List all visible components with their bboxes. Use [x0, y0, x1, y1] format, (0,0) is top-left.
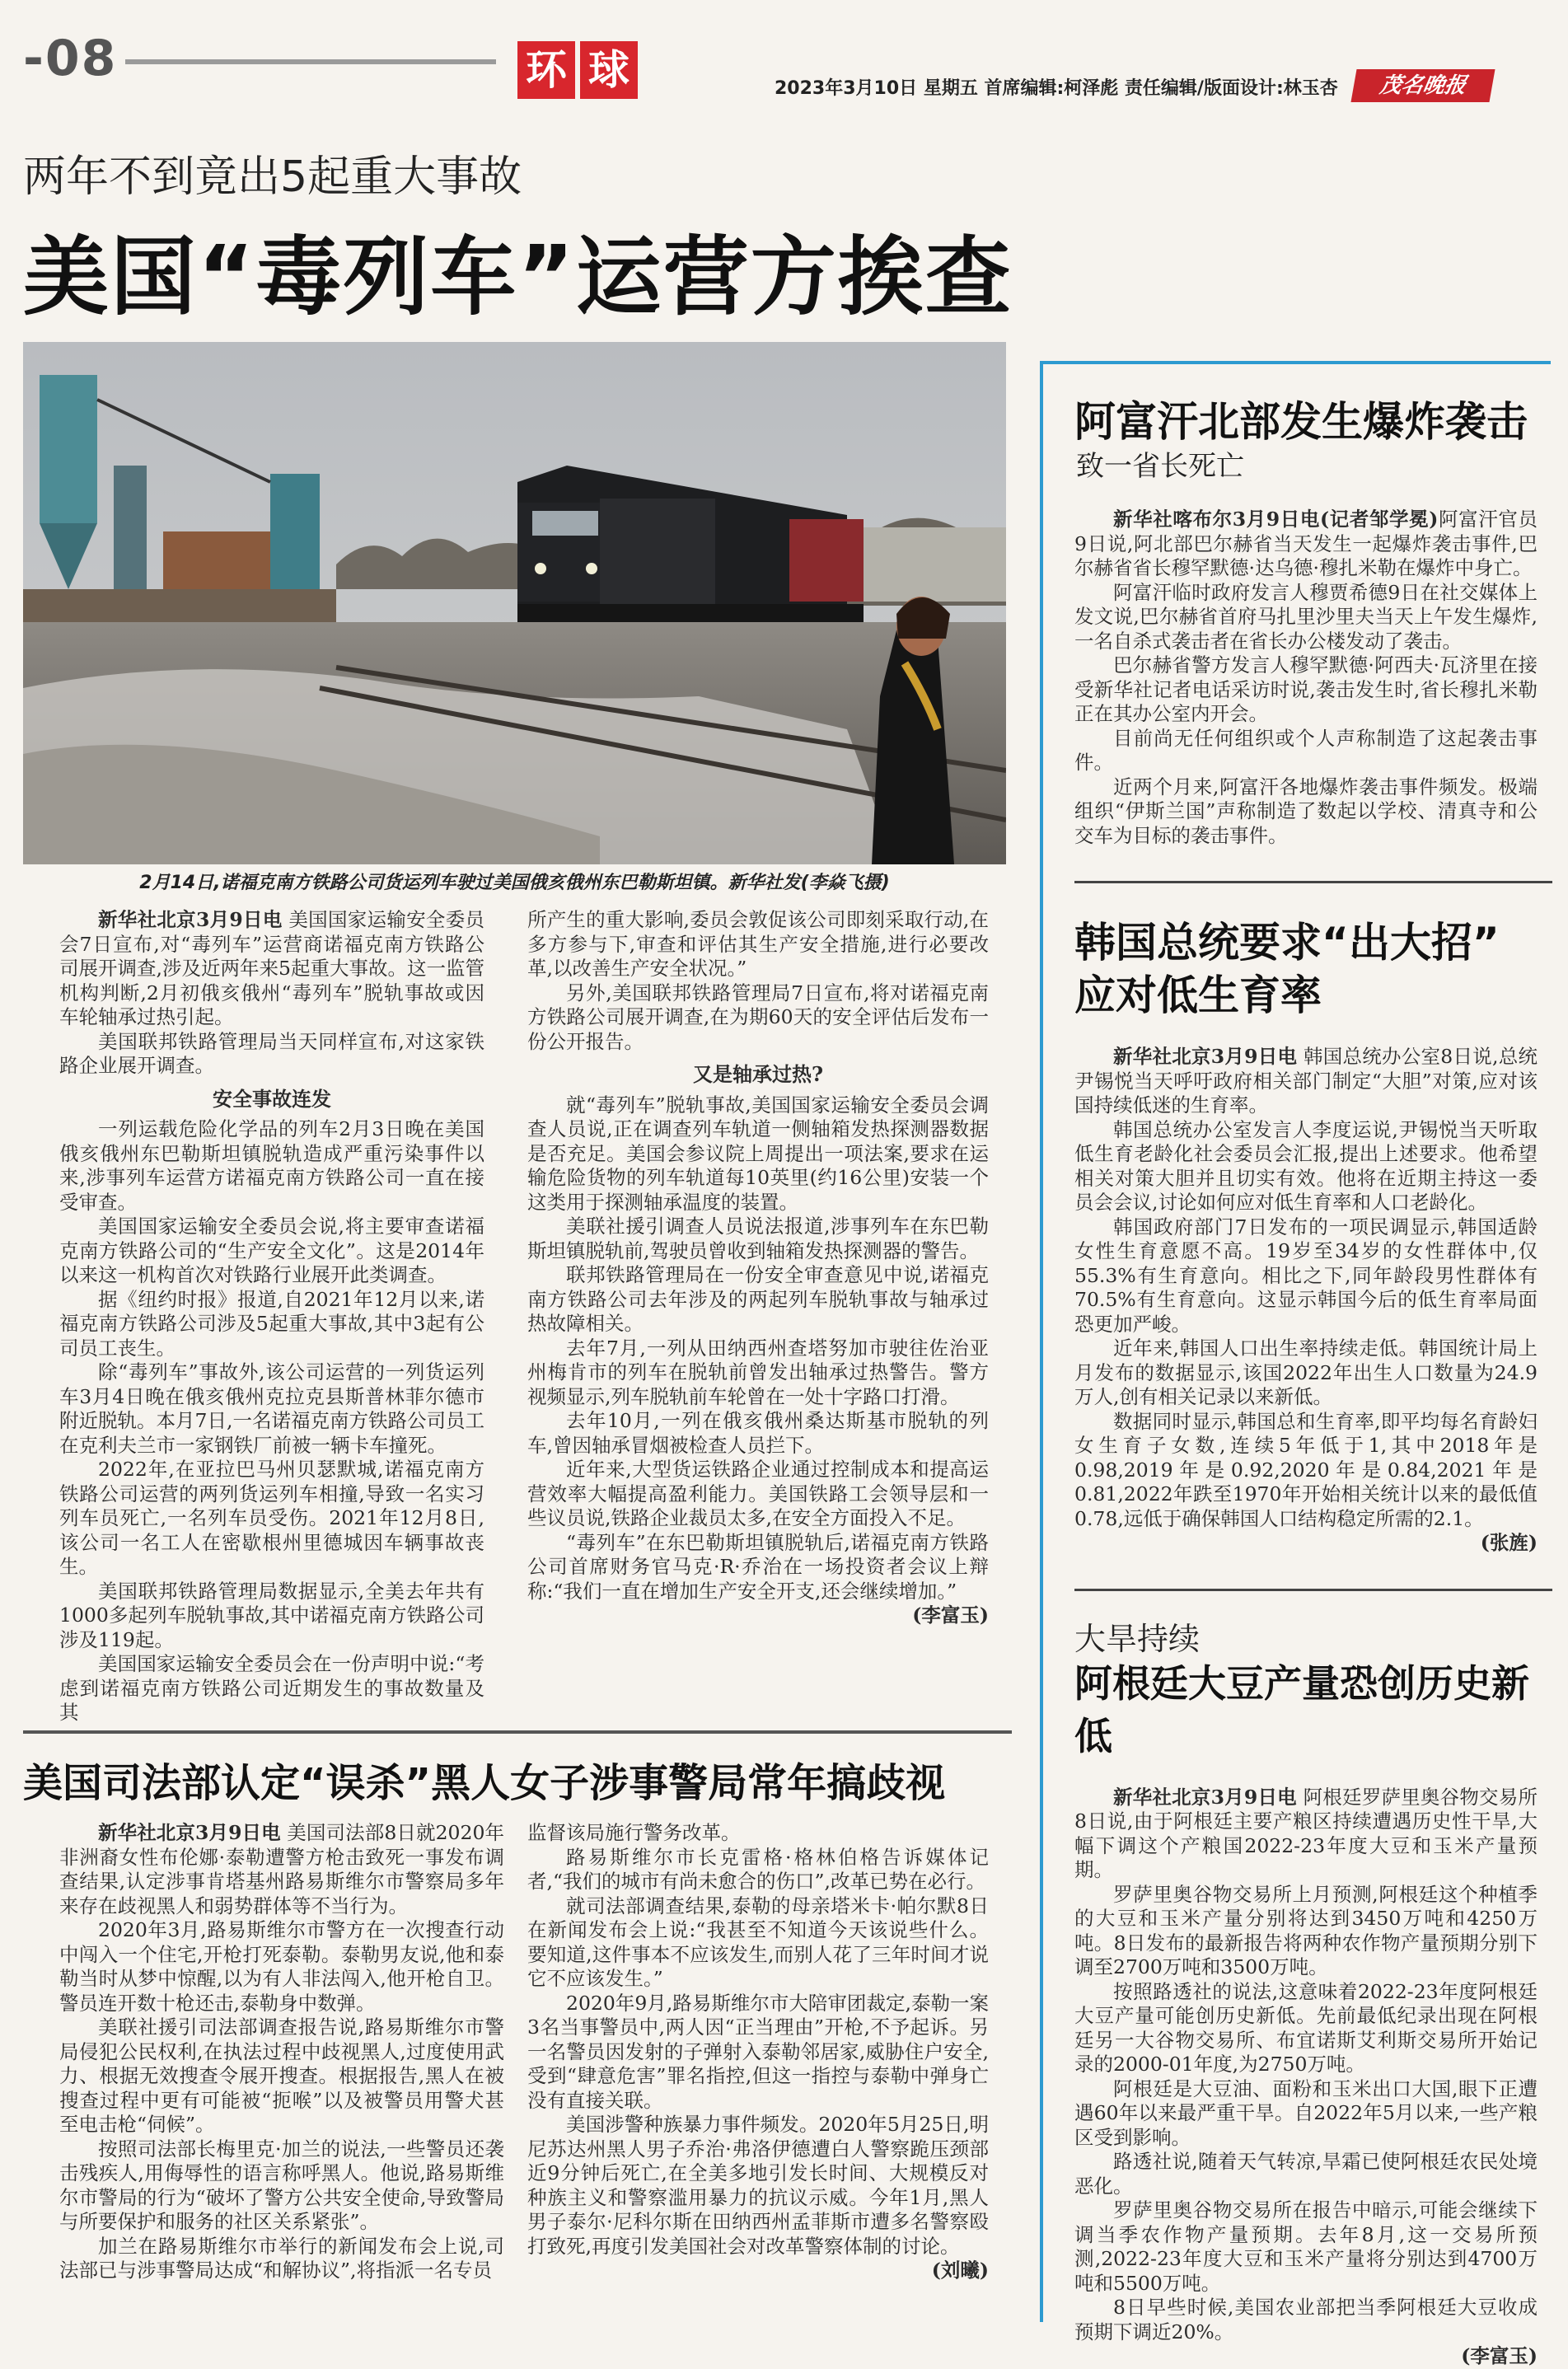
- paragraph: 罗萨里奥谷物交易所在报告中暗示,可能会继续下调当季农作物产量预期。去年8月,这一交易所预测,2022-23年度大豆和玉米产量将分别达到4700万吨和5500万吨。: [1074, 2198, 1538, 2295]
- section-char: 环: [517, 41, 575, 99]
- section-divider: [23, 1730, 1012, 1734]
- article-title: 阿富汗北部发生爆炸袭击: [1074, 398, 1528, 446]
- article-title: 韩国总统要求“出大招”: [1074, 919, 1500, 967]
- byline: (李富玉): [912, 1604, 989, 1627]
- sidebar-article-argentina: [1041, 1591, 1552, 2369]
- paragraph: 加兰在路易斯维尔市举行的新闻发布会上说,司法部已与涉事警局达成“和解协议”,将指派一名专员: [59, 2234, 504, 2282]
- paragraph: 新华社北京3月9日电 韩国总统办公室8日说,总统尹锡悦当天呼吁政府相关部门制定“大胆”对策,应对该国持续低迷的生育率。: [1074, 1045, 1538, 1117]
- paragraph: 近年来,大型货运铁路企业通过控制成本和提高运营效率大幅提高盈利能力。美国铁路工会领导层和一些议员说,铁路企业裁员太多,在安全方面投入不足。: [527, 1458, 989, 1529]
- paragraph: 巴尔赫省警方发言人穆罕默德·阿西夫·瓦济里在接受新华社记者电话采访时说,袭击发生时,省长穆扎米勒正在其办公室内开会。: [1074, 653, 1538, 725]
- article-title-line2: 应对低生育率: [1074, 971, 1322, 1019]
- bottom-headline: 美国司法部认定“误杀”黑人女子涉事警局常年搞歧视: [23, 1760, 946, 1806]
- section-char: 球: [580, 41, 638, 99]
- page-headline: 美国“毒列车”运营方挨查: [23, 227, 1013, 327]
- sidebar-article-korea: [1041, 883, 1552, 1556]
- paragraph: 韩国总统办公室发言人李度运说,尹锡悦当天听取低生育老龄化社会委员会汇报,提出上述要求。他希望相关对策大胆并且切实有效。他将在近期主持这一委员会会议,讨论如何应对低生育率和人口老龄化。: [1074, 1117, 1538, 1214]
- masthead-info: 2023年3月10日 星期五 首席编辑:柯泽彪 责任编辑/版面设计:林玉杏: [775, 78, 1338, 99]
- paragraph: 美国联邦铁路管理局当天同样宣布,对这家铁路企业展开调查。: [59, 1029, 484, 1077]
- paragraph: 美国联邦铁路管理局数据显示,全美去年共有1000多起列车脱轨事故,其中诺福克南方铁路公司涉及119起。: [59, 1579, 484, 1651]
- article-subtitle: 致一省长死亡: [1076, 450, 1244, 483]
- paragraph: 就司法部调查结果,泰勒的母亲塔米卡·帕尔默8日在新闻发布会上说:“我甚至不知道今天该说些什么。要知道,这件事本不应该发生,而别人花了三年时间才说它不应该发生。”: [527, 1894, 989, 1990]
- paragraph: 美联社援引调查人员说法报道,涉事列车在东巴勒斯坦镇脱轨前,驾驶员曾收到轴箱发热探测器的警告。: [527, 1215, 989, 1262]
- paragraph: 新华社北京3月9日电 美国司法部8日就2020年非洲裔女性布伦娜·泰勒遭警方枪击致死一事发布调查结果,认定涉事肯塔基州路易斯维尔市警察局多年来存在歧视黑人和弱势群体等不当行为。: [59, 1821, 504, 1917]
- sidebar-article-afghanistan: [1041, 363, 1552, 848]
- paragraph: 美联社援引司法部调查报告说,路易斯维尔市警局侵犯公民权利,在执法过程中歧视黑人,过度使用武力、根据无效搜查令展开搜查。根据报告,黑人在被搜查过程中更有可能被“扼喉”以及被警员用警犬甚至电击枪“伺候”。: [59, 2016, 504, 2136]
- paragraph: 新华社北京3月9日电 美国国家运输安全委员会7日宣布,对“毒列车”运营商诺福克南方铁路公司展开调查,涉及近两年来5起重大事故。这一监管机构判断,2月初俄亥俄州“毒列车”脱轨事故或因车轮轴承过热引起。: [59, 908, 484, 1028]
- paragraph: 数据同时显示,韩国总和生育率,即平均每名育龄妇女生育子女数,连续5年低于1,其中2018年是0.98,2019年是0.92,2020年是0.84,2021年是0.81,2022年跌至1970年开始相关统计以来的最低值0.78,远低于确保韩国人口结构稳定所需的2.1。: [1074, 1409, 1538, 1530]
- article-body: [1074, 1786, 1538, 2369]
- paragraph: 据《纽约时报》报道,自2021年12月以来,诺福克南方铁路公司涉及5起重大事故,其中3起有公司员工丧生。: [59, 1287, 484, 1360]
- byline: (张旌): [1480, 1531, 1538, 1554]
- article-title: 阿根廷大豆产量恐创历史新低: [1074, 1660, 1529, 1758]
- paragraph: 除“毒列车”事故外,该公司运营的一列货运列车3月4日晚在俄亥俄州克拉克县斯普林菲尔德市附近脱轨。本月7日,一名诺福克南方铁路公司员工在克利夫兰市一家钢铁厂前被一辆卡车撞死。: [59, 1360, 484, 1457]
- paragraph: 按照司法部长梅里克·加兰的说法,一些警员还袭击残疾人,用侮辱性的语言称呼黑人。他说,路易斯维尔市警局的行为“破坏了警方公共安全使命,导致警局与所要保护和服务的社区关系紧张”。: [59, 2137, 504, 2233]
- paragraph: 去年7月,一列从田纳西州查塔努加市驶往佐治亚州梅肯市的列车在脱轨前曾发出轴承过热警告。警方视频显示,列车脱轨前车轮曾在一处十字路口打滑。: [527, 1336, 989, 1408]
- page-number: -08: [23, 30, 118, 87]
- paragraph: 就“毒列车”脱轨事故,美国国家运输安全委员会调查人员说,正在调查列车轨道一侧轴箱发热探测器数据是否充足。美国会参议院上周提出一项法案,要求在运输危险货物的列车轨道每10英里(约16公里)安装一个这类用于探测轴承温度的装置。: [527, 1093, 989, 1214]
- paragraph: 近年来,韩国人口出生率持续走低。韩国统计局上月发布的数据显示,该国2022年出生人口数量为24.9万人,创有相关记录以来新低。: [1074, 1337, 1538, 1408]
- paragraph: 新华社北京3月9日电 阿根廷罗萨里奥谷物交易所8日说,由于阿根廷主要产粮区持续遭遇历史性干旱,大幅下调这个产粮国2022-23年度大豆和玉米产量预期。: [1074, 1785, 1538, 1881]
- paragraph: 联邦铁路管理局在一份安全审查意见中说,诺福克南方铁路公司去年涉及的两起列车脱轨事故与轴承过热故障相关。: [527, 1263, 989, 1335]
- paragraph: 去年10月,一列在俄亥俄州桑达斯基市脱轨的列车,曾因轴承冒烟被检查人员拦下。: [527, 1409, 989, 1457]
- paragraph: 阿根廷是大豆油、面粉和玉米出口大国,眼下正遭遇60年以来最严重干旱。自2022年5月以来,一些产粮区受到影响。: [1074, 2076, 1538, 2149]
- paragraph: 按照路透社的说法,这意味着2022-23年度阿根廷大豆产量可能创历史新低。先前最低纪录出现在阿根廷另一大谷物交易所、布宜诺斯艾利斯交易所开始记录的2000-01年度,为2750万吨。: [1074, 1979, 1538, 2076]
- byline: (刘曦): [931, 2259, 989, 2282]
- bottom-column-1: [59, 1821, 504, 2283]
- paragraph: 目前尚无任何组织或个人声称制造了这起袭击事件。: [1074, 726, 1538, 774]
- paragraph: 阿富汗临时政府发言人穆贾希德9日在社交媒体上发文说,巴尔赫省首府马扎里沙里夫当天上午发生爆炸,一名自杀式袭击者在省长办公楼发动了袭击。: [1074, 580, 1538, 653]
- paragraph: 2020年9月,路易斯维尔市大陪审团裁定,泰勒一案3名当事警员中,两人因“正当理由”开枪,不予起诉。另一名警员因发射的子弹射入泰勒邻居家,威胁住户安全,受到“肆意危害”罪名指控,但这一指控与泰勒中弹身亡没有直接关联。: [527, 1991, 989, 2112]
- paragraph: 路易斯维尔市长克雷格·格林伯格告诉媒体记者,“我们的城市有尚未愈合的伤口”,改革已势在必行。: [527, 1845, 989, 1893]
- sidebar: [1041, 363, 1552, 2369]
- paragraph: 另外,美国联邦铁路管理局7日宣布,将对诺福克南方铁路公司展开调查,在为期60天的安全评估后发布一份公开报告。: [527, 981, 989, 1053]
- paragraph: 8日早些时候,美国农业部把当季阿根廷大豆收成预期下调近20%。: [1074, 2296, 1538, 2343]
- paragraph: 美国国家运输安全委员会在一份声明中说:“考虑到诺福克南方铁路公司近期发生的事故数量及其: [59, 1652, 484, 1724]
- paragraph: 美国国家运输安全委员会说,将主要审查诺福克南方铁路公司的“生产安全文化”。这是2014年以来这一机构首次对铁路行业展开此类调查。: [59, 1215, 484, 1286]
- article-body: [1074, 1045, 1538, 1556]
- main-column-1: [59, 908, 484, 1725]
- bottom-column-2: [527, 1821, 989, 2283]
- paragraph: 近两个月来,阿富汗各地爆炸袭击事件频发。极端组织“伊斯兰国”声称制造了数起以学校、清真寺和公交车为目标的袭击事件。: [1074, 775, 1538, 847]
- header-rule: [125, 59, 496, 64]
- subhead: 又是轴承过热?: [692, 1062, 824, 1086]
- paragraph: 监督该局施行警务改革。: [527, 1821, 741, 1844]
- section-tag: [517, 41, 643, 99]
- article-kicker: 大旱持续: [1074, 1620, 1201, 1657]
- paragraph: 韩国政府部门7日发布的一项民调显示,韩国适龄女性生育意愿不高。19岁至34岁的女性群体中,仅55.3%有生育意向。相比之下,同年龄段男性群体有70.5%有生育意向。这显示韩国今后的低生育率局面恐更加严峻。: [1074, 1215, 1538, 1336]
- article-body: [1074, 508, 1538, 848]
- paragraph: 新华社喀布尔3月9日电(记者邹学冕)阿富汗官员9日说,阿北部巴尔赫省当天发生一起爆炸袭击事件,巴尔赫省省长穆罕默德·达乌德·穆扎米勒在爆炸中身亡。: [1074, 508, 1538, 579]
- paragraph: 2020年3月,路易斯维尔市警方在一次搜查行动中闯入一个住宅,开枪打死泰勒。泰勒男友说,他和泰勒当时从梦中惊醒,以为有人非法闯入,他开枪自卫。警员连开数十枪还击,泰勒身中数弹。: [59, 1918, 504, 2015]
- paragraph: 所产生的重大影响,委员会敦促该公司即刻采取行动,在多方参与下,审查和评估其生产安全措施,进行必要改革,以改善生产安全状况。”: [527, 908, 989, 980]
- paragraph: 2022年,在亚拉巴马州贝瑟默城,诺福克南方铁路公司运营的两列货运列车相撞,导致一名实习列车员死亡,一名列车员受伤。2021年12月8日,该公司一名工人在密歇根州里德城因车辆事故丧生。: [59, 1458, 484, 1578]
- subhead: 安全事故连发: [213, 1086, 331, 1111]
- paragraph: 路透社说,随着天气转凉,旱霜已使阿根廷农民处境恶化。: [1074, 2150, 1538, 2198]
- paragraph: “毒列车”在东巴勒斯坦镇脱轨后,诺福克南方铁路公司首席财务官马克·R·乔治在一场投资者会议上辩称:“我们一直在增加生产安全开支,还会继续增加。”: [527, 1530, 989, 1603]
- byline: (李富玉): [1461, 2344, 1538, 2367]
- newspaper-logo: 茂名晚报: [1350, 69, 1495, 102]
- paragraph: 罗萨里奥谷物交易所上月预测,阿根廷这个种植季的大豆和玉米产量分别将达到3450万吨和4250万吨。8日发布的最新报告将两种农作物产量预期分别下调至2700万吨和3500万吨。: [1074, 1882, 1538, 1978]
- paragraph: 一列运载危险化学品的列车2月3日晚在美国俄亥俄州东巴勒斯坦镇脱轨造成严重污染事件以来,涉事列车运营方诺福克南方铁路公司一直在接受审查。: [59, 1117, 484, 1214]
- train-photo: [23, 342, 1006, 864]
- photo-caption: 2月14日,诺福克南方铁路公司货运列车驶过美国俄亥俄州东巴勒斯坦镇。新华社发(李焱飞摄): [139, 873, 890, 893]
- story-kicker: 两年不到竟出5起重大事故: [23, 152, 522, 202]
- main-column-2: [527, 908, 989, 1628]
- paragraph: 美国涉警种族暴力事件频发。2020年5月25日,明尼苏达州黑人男子乔治·弗洛伊德遭白人警察跪压颈部近9分钟后死亡,在全美多地引发长时间、大规模反对种族主义和警察滥用暴力的抗议示威。今年1月,黑人男子泰尔·尼科尔斯在田纳西州孟菲斯市遭多名警察殴打致死,再度引发美国社会对改革警察体制的讨论。: [527, 2113, 989, 2258]
